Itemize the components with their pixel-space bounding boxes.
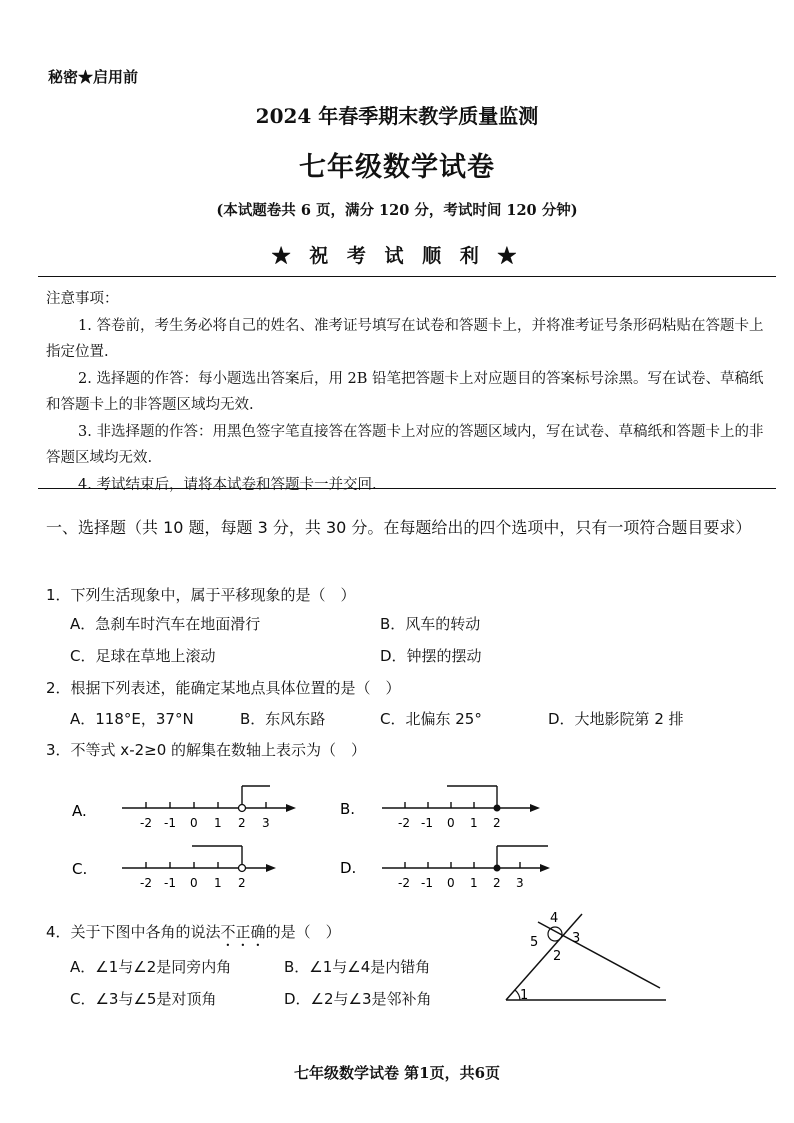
slanted-line: [506, 914, 582, 1000]
q4-option-b: B．∠1与∠4是内错角: [284, 958, 431, 976]
divider-bottom: [38, 488, 776, 489]
tick-label: 2: [238, 816, 246, 830]
q3-label-a: A.: [72, 802, 87, 820]
angle-label-3: 3: [572, 931, 581, 946]
q1-option-d: D．钟摆的摆动: [380, 647, 482, 665]
tick-label: -2: [140, 816, 152, 830]
q3-stem: 3．不等式 x-2≥0 的解集在数轴上表示为（ ）: [46, 741, 367, 759]
exam-title: 2024 年春季期末教学质量监测: [255, 104, 539, 128]
q4-option-c: C．∠3与∠5是对顶角: [70, 990, 217, 1008]
tick-label: 1: [214, 816, 222, 830]
tick-label: -2: [398, 816, 410, 830]
q4-stem: [46, 921, 341, 950]
q1-option-c: C．足球在草地上滚动: [70, 647, 216, 665]
tick-label: 3: [516, 876, 524, 890]
tick-label: 0: [447, 816, 455, 830]
notes-block: [46, 286, 766, 498]
q1-option-a: A．急刹车时汽车在地面滑行: [70, 615, 261, 633]
tick-label: -1: [164, 876, 176, 890]
q2-stem: 2．根据下列表述，能确定某地点具体位置的是（ ）: [46, 679, 401, 697]
open-dot: [239, 805, 246, 812]
tick-label: 2: [238, 876, 246, 890]
q1-option-b: B．风车的转动: [380, 615, 481, 633]
q3-label-c: C.: [72, 860, 88, 878]
q2-option-d: D．大地影院第 2 排: [548, 710, 684, 728]
open-dot: [239, 865, 246, 872]
number-line-d: [382, 846, 550, 872]
note-item-2: 2. 选择题的作答：每小题选出答案后，用 2B 铅笔把答题卡上对应题目的答案标号涂黑。写在试卷、草稿纸和答题卡上的非答题区域均无效.: [46, 370, 764, 413]
q4-option-d: D．∠2与∠3是邻补角: [284, 990, 432, 1008]
tick-label: 0: [190, 876, 198, 890]
good-luck-banner: ★ 祝 考 试 顺 利 ★: [271, 245, 523, 267]
q4-stem-pre: 4．关于下图中各角的说法: [46, 923, 221, 941]
q3-label-d: D.: [340, 859, 357, 877]
notes-heading: 注意事项：: [46, 291, 119, 307]
filled-dot: [494, 805, 501, 812]
tick-label: 1: [470, 876, 478, 890]
number-line-a: [122, 786, 296, 812]
angle-label-2: 2: [553, 949, 562, 964]
tick-label: 1: [214, 876, 222, 890]
q1-stem: 1．下列生活现象中，属于平移现象的是（ ）: [46, 586, 356, 604]
angle-label-5: 5: [530, 935, 539, 950]
tick-label: -2: [140, 876, 152, 890]
angle-label-4: 4: [550, 911, 559, 926]
q3-number-lines: [0, 770, 794, 900]
page-footer: 七年级数学试卷 第1页，共6页: [293, 1064, 501, 1082]
exam-subject: 七年级数学试卷: [299, 152, 495, 183]
q2-option-a: A．118°E，37°N: [70, 710, 194, 728]
q2-option-c: C．北偏东 25°: [380, 710, 482, 728]
angle-label-1: 1: [520, 988, 529, 1003]
confidential-label: 秘密★启用前: [48, 68, 139, 86]
section-heading: 一、选择题（共 10 题，每题 3 分，共 30 分。在每题给出的四个选项中，只有一项符合题目要求）: [46, 518, 752, 537]
tick-label: -2: [398, 876, 410, 890]
q2-option-b: B．东风东路: [240, 710, 326, 728]
number-line-c: [122, 846, 276, 872]
q3-label-b: B.: [340, 800, 356, 818]
tick-label: 2: [493, 816, 501, 830]
divider-top: [38, 276, 776, 277]
q4-stem-emphasis: 不正确: [220, 923, 266, 941]
note-item-4: 4. 考试结束后，请将本试卷和答题卡一并交回.: [78, 476, 377, 493]
exam-info: (本试题卷共 6 页，满分 120 分，考试时间 120 分钟): [216, 202, 578, 219]
tick-label: 1: [470, 816, 478, 830]
note-item-3: 3. 非选择题的作答：用黑色签字笔直接答在答题卡上对应的答题区域内，写在试卷、草稿纸和答题卡上的非答题区域均无效.: [46, 423, 764, 466]
q4-stem-post: 的是（ ）: [265, 923, 341, 941]
tick-label: 2: [493, 876, 501, 890]
tick-label: 0: [447, 876, 455, 890]
tick-label: -1: [164, 816, 176, 830]
tick-label: 0: [190, 816, 198, 830]
note-item-1: 1. 答卷前，考生务必将自己的姓名、准考证号填写在试卷和答题卡上，并将准考证号条形码粘贴在答题卡上指定位置.: [46, 317, 764, 360]
number-line-b: [382, 786, 540, 812]
q4-angle-figure: [490, 908, 670, 1008]
q4-option-a: A．∠1与∠2是同旁内角: [70, 958, 232, 976]
tick-label: -1: [421, 816, 433, 830]
filled-dot: [494, 865, 501, 872]
tick-label: 3: [262, 816, 270, 830]
tick-label: -1: [421, 876, 433, 890]
